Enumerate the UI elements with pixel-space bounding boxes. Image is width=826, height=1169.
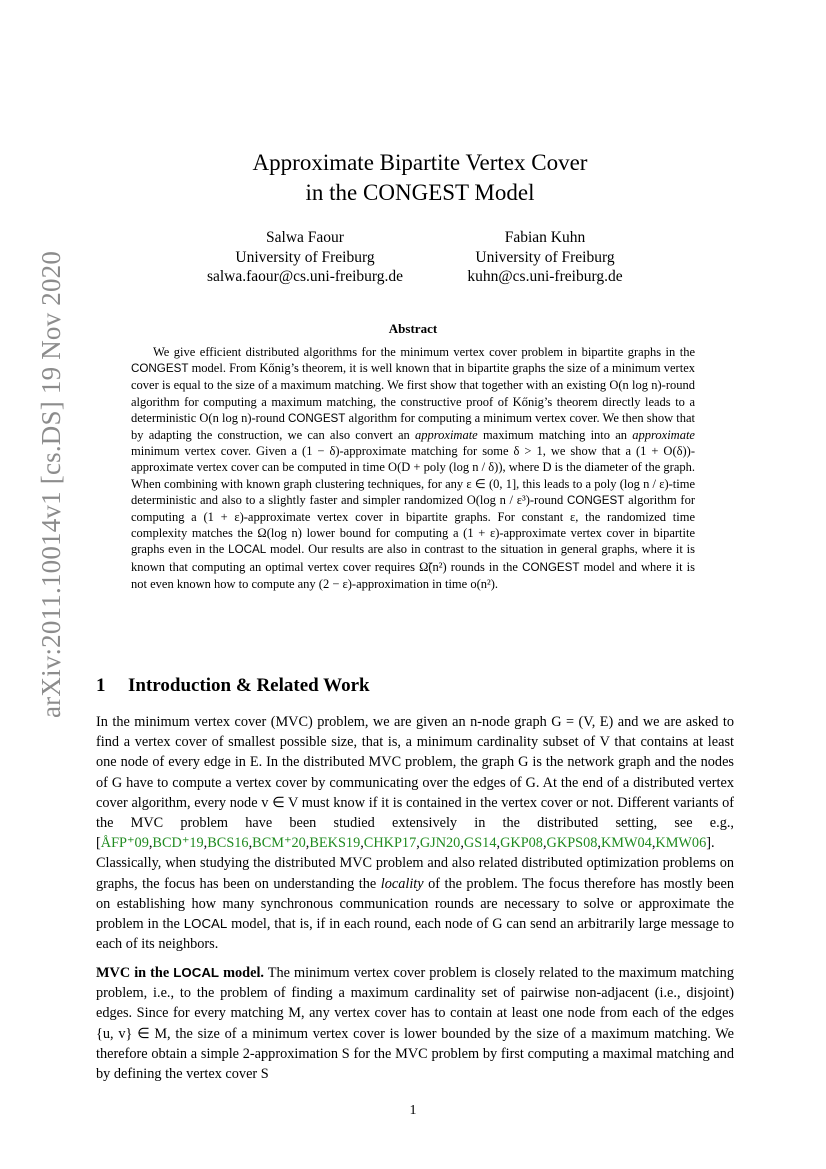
abstract-heading: Abstract bbox=[388, 321, 438, 336]
citation-link[interactable]: BCS16 bbox=[207, 835, 249, 852]
body-text: model, that is, if in each round, each node of G can send an arbitrarily large message to each of its neighbors. bbox=[96, 916, 734, 953]
abstract-text: minimum vertex cover. Given a (1 − δ)-approximate matching for some δ > 1, we show that a (1 + O(δ))-approximate vertex cover can be computed in time O(D + poly (log n / δ)), where D is the diameter of the graph. When combining with known graph clustering techniques, for any ε ∈ (0, 1], this leads to a poly (log n / ε)-time deterministic and also to a slightly faster and simpler randomized O(log n / ε³)-round bbox=[131, 444, 695, 507]
abstract-body bbox=[131, 344, 695, 592]
citation-link[interactable]: BCM⁺20 bbox=[252, 835, 306, 852]
citation-separator: , bbox=[651, 835, 656, 852]
author-name: Salwa Faour bbox=[266, 229, 344, 246]
citation-separator: , bbox=[542, 835, 547, 852]
citation-link[interactable]: KMW04 bbox=[600, 835, 652, 852]
citation-separator: , bbox=[148, 835, 153, 852]
abstract-text: model. Our results are also in contrast to the situation in general graphs, where it is known that computing an optimal vertex cover requires Ω̃(n²) rounds in the bbox=[131, 542, 695, 574]
runin-text: model. bbox=[219, 965, 264, 981]
emphasis: approximate bbox=[415, 428, 478, 443]
citation-link[interactable]: GKP08 bbox=[500, 835, 543, 852]
title-line-1: Approximate Bipartite Vertex Cover bbox=[252, 150, 588, 175]
section-heading bbox=[96, 675, 736, 697]
body-text: The minimum vertex cover problem is closely related to the maximum matching problem, i.e., to the problem of finding a maximum cardinality set of pairwise non-adjacent (i.e., disjoint) edges. Since for every matching M, any vertex cover has to contain at least one node from each of the edges {u, v} ∈ M, the size of a minimum vertex cover is lower bounded by the size of a maximum matching. We therefore obtain a simple 2-approximation S for the MVC problem by first computing a maximal matching and by defining the vertex cover S bbox=[96, 965, 734, 1083]
paragraph-runin-heading bbox=[96, 965, 264, 981]
citation-separator: , bbox=[416, 835, 420, 852]
abstract-text: model and where it is not even known how to compute any (2 − ε)-approximation in time o(n²). bbox=[131, 559, 695, 591]
body-text: of the problem. The focus therefore has mostly been on establishing how many synchronous communication rounds are necessary to solve or approximate the problem in the bbox=[96, 875, 734, 933]
author-name: Fabian Kuhn bbox=[504, 229, 586, 246]
citation-separator: , bbox=[305, 835, 310, 852]
author-affiliation: University of Freiburg bbox=[475, 248, 615, 266]
model-name: LOCAL bbox=[173, 965, 220, 980]
citation-separator: , bbox=[496, 835, 501, 852]
citation-separator: , bbox=[360, 835, 364, 852]
section-number: 1 bbox=[96, 675, 106, 696]
emphasis: locality bbox=[380, 875, 424, 892]
citation-link[interactable]: BCD⁺19 bbox=[152, 835, 204, 852]
intro-paragraph bbox=[96, 712, 734, 954]
page-number: 1 bbox=[409, 1103, 417, 1118]
author-email: salwa.faour@cs.uni-freiburg.de bbox=[206, 268, 404, 285]
body-text: In the minimum vertex cover (MVC) problem, we are given an n-node graph G = (V, E) and we are asked to find a vertex cover of smallest possible size, that is, a minimum cardinality subset of V that contains at least one node of every edge in E. In the distributed MVC problem, the graph G is the network graph and the nodes of G have to compute a vertex cover by communicating over the edges of G. At the end of a distributed vertex cover algorithm, every node v ∈ V must know if it is contained in the vertex cover or not. Different variants of the MVC problem have been studied extensively in the distributed setting, see e.g., [ bbox=[96, 714, 734, 852]
arxiv-side-stamp: arXiv:2011.10014v1 [cs.DS] 19 Nov 2020 bbox=[36, 250, 66, 718]
citation-link[interactable]: CHKP17 bbox=[363, 835, 417, 852]
citation-separator: , bbox=[597, 835, 601, 852]
citation-list bbox=[101, 835, 706, 851]
citation-link[interactable]: ÅFP⁺09 bbox=[100, 835, 149, 852]
citation-link[interactable]: BEKS19 bbox=[309, 835, 361, 852]
model-name: LOCAL bbox=[183, 916, 228, 932]
citation-link[interactable]: GKPS08 bbox=[546, 835, 598, 852]
model-name: LOCAL bbox=[228, 543, 267, 557]
author-affiliation: University of Freiburg bbox=[235, 248, 375, 266]
abstract-text: model. From Kőnig’s theorem, it is well known that in bipartite graphs the size of a minimum vertex cover is equal to the size of a maximum matching. We first show that together with an existing O(n log n)-round algorithm for computing a maximum matching, the constructive proof of Kőnig’s theorem directly leads to a deterministic O(n log n)-round bbox=[131, 361, 695, 425]
paper-title bbox=[120, 148, 720, 208]
citation-separator: , bbox=[460, 835, 464, 852]
body-text: ]. Classically, when studying the distributed MVC problem and also related distributed optimization problems on graphs, the focus has been on understanding the bbox=[96, 835, 734, 892]
emphasis: approximate bbox=[632, 428, 695, 443]
abstract-text: maximum matching into an bbox=[477, 428, 633, 443]
author-email: kuhn@cs.uni-freiburg.de bbox=[467, 268, 623, 285]
citation-link[interactable]: GS14 bbox=[463, 835, 497, 852]
mvc-local-paragraph bbox=[96, 963, 734, 1084]
model-name: CONGEST bbox=[566, 493, 625, 507]
abstract-text: algorithm for computing a (1 + ε)-approximate vertex cover in bipartite graphs. For constant ε, the randomized time complexity matches the Ω(log n) lower bound for computing a (1 + ε)-approximate vertex cover in bipartite graphs even in the bbox=[131, 492, 695, 557]
runin-text: MVC in the bbox=[96, 965, 174, 981]
model-name: CONGEST bbox=[287, 411, 346, 425]
citation-separator: , bbox=[203, 835, 208, 852]
citation-separator: , bbox=[248, 835, 253, 852]
citation-link[interactable]: GJN20 bbox=[419, 835, 461, 852]
title-line-2: in the CONGEST Model bbox=[305, 180, 535, 205]
author-block-1 bbox=[180, 228, 430, 287]
citation-link[interactable]: KMW06 bbox=[655, 835, 707, 852]
section-title: Introduction & Related Work bbox=[128, 675, 370, 696]
model-name: CONGEST bbox=[522, 560, 580, 574]
author-block-2 bbox=[430, 228, 660, 287]
abstract-text: algorithm for computing a minimum vertex cover. We then show that by adapting the construction, we can also convert an bbox=[131, 410, 695, 443]
model-name: CONGEST bbox=[131, 362, 189, 376]
abstract-text: We give efficient distributed algorithms for the minimum vertex cover problem in bipartite graphs in the bbox=[153, 345, 695, 359]
